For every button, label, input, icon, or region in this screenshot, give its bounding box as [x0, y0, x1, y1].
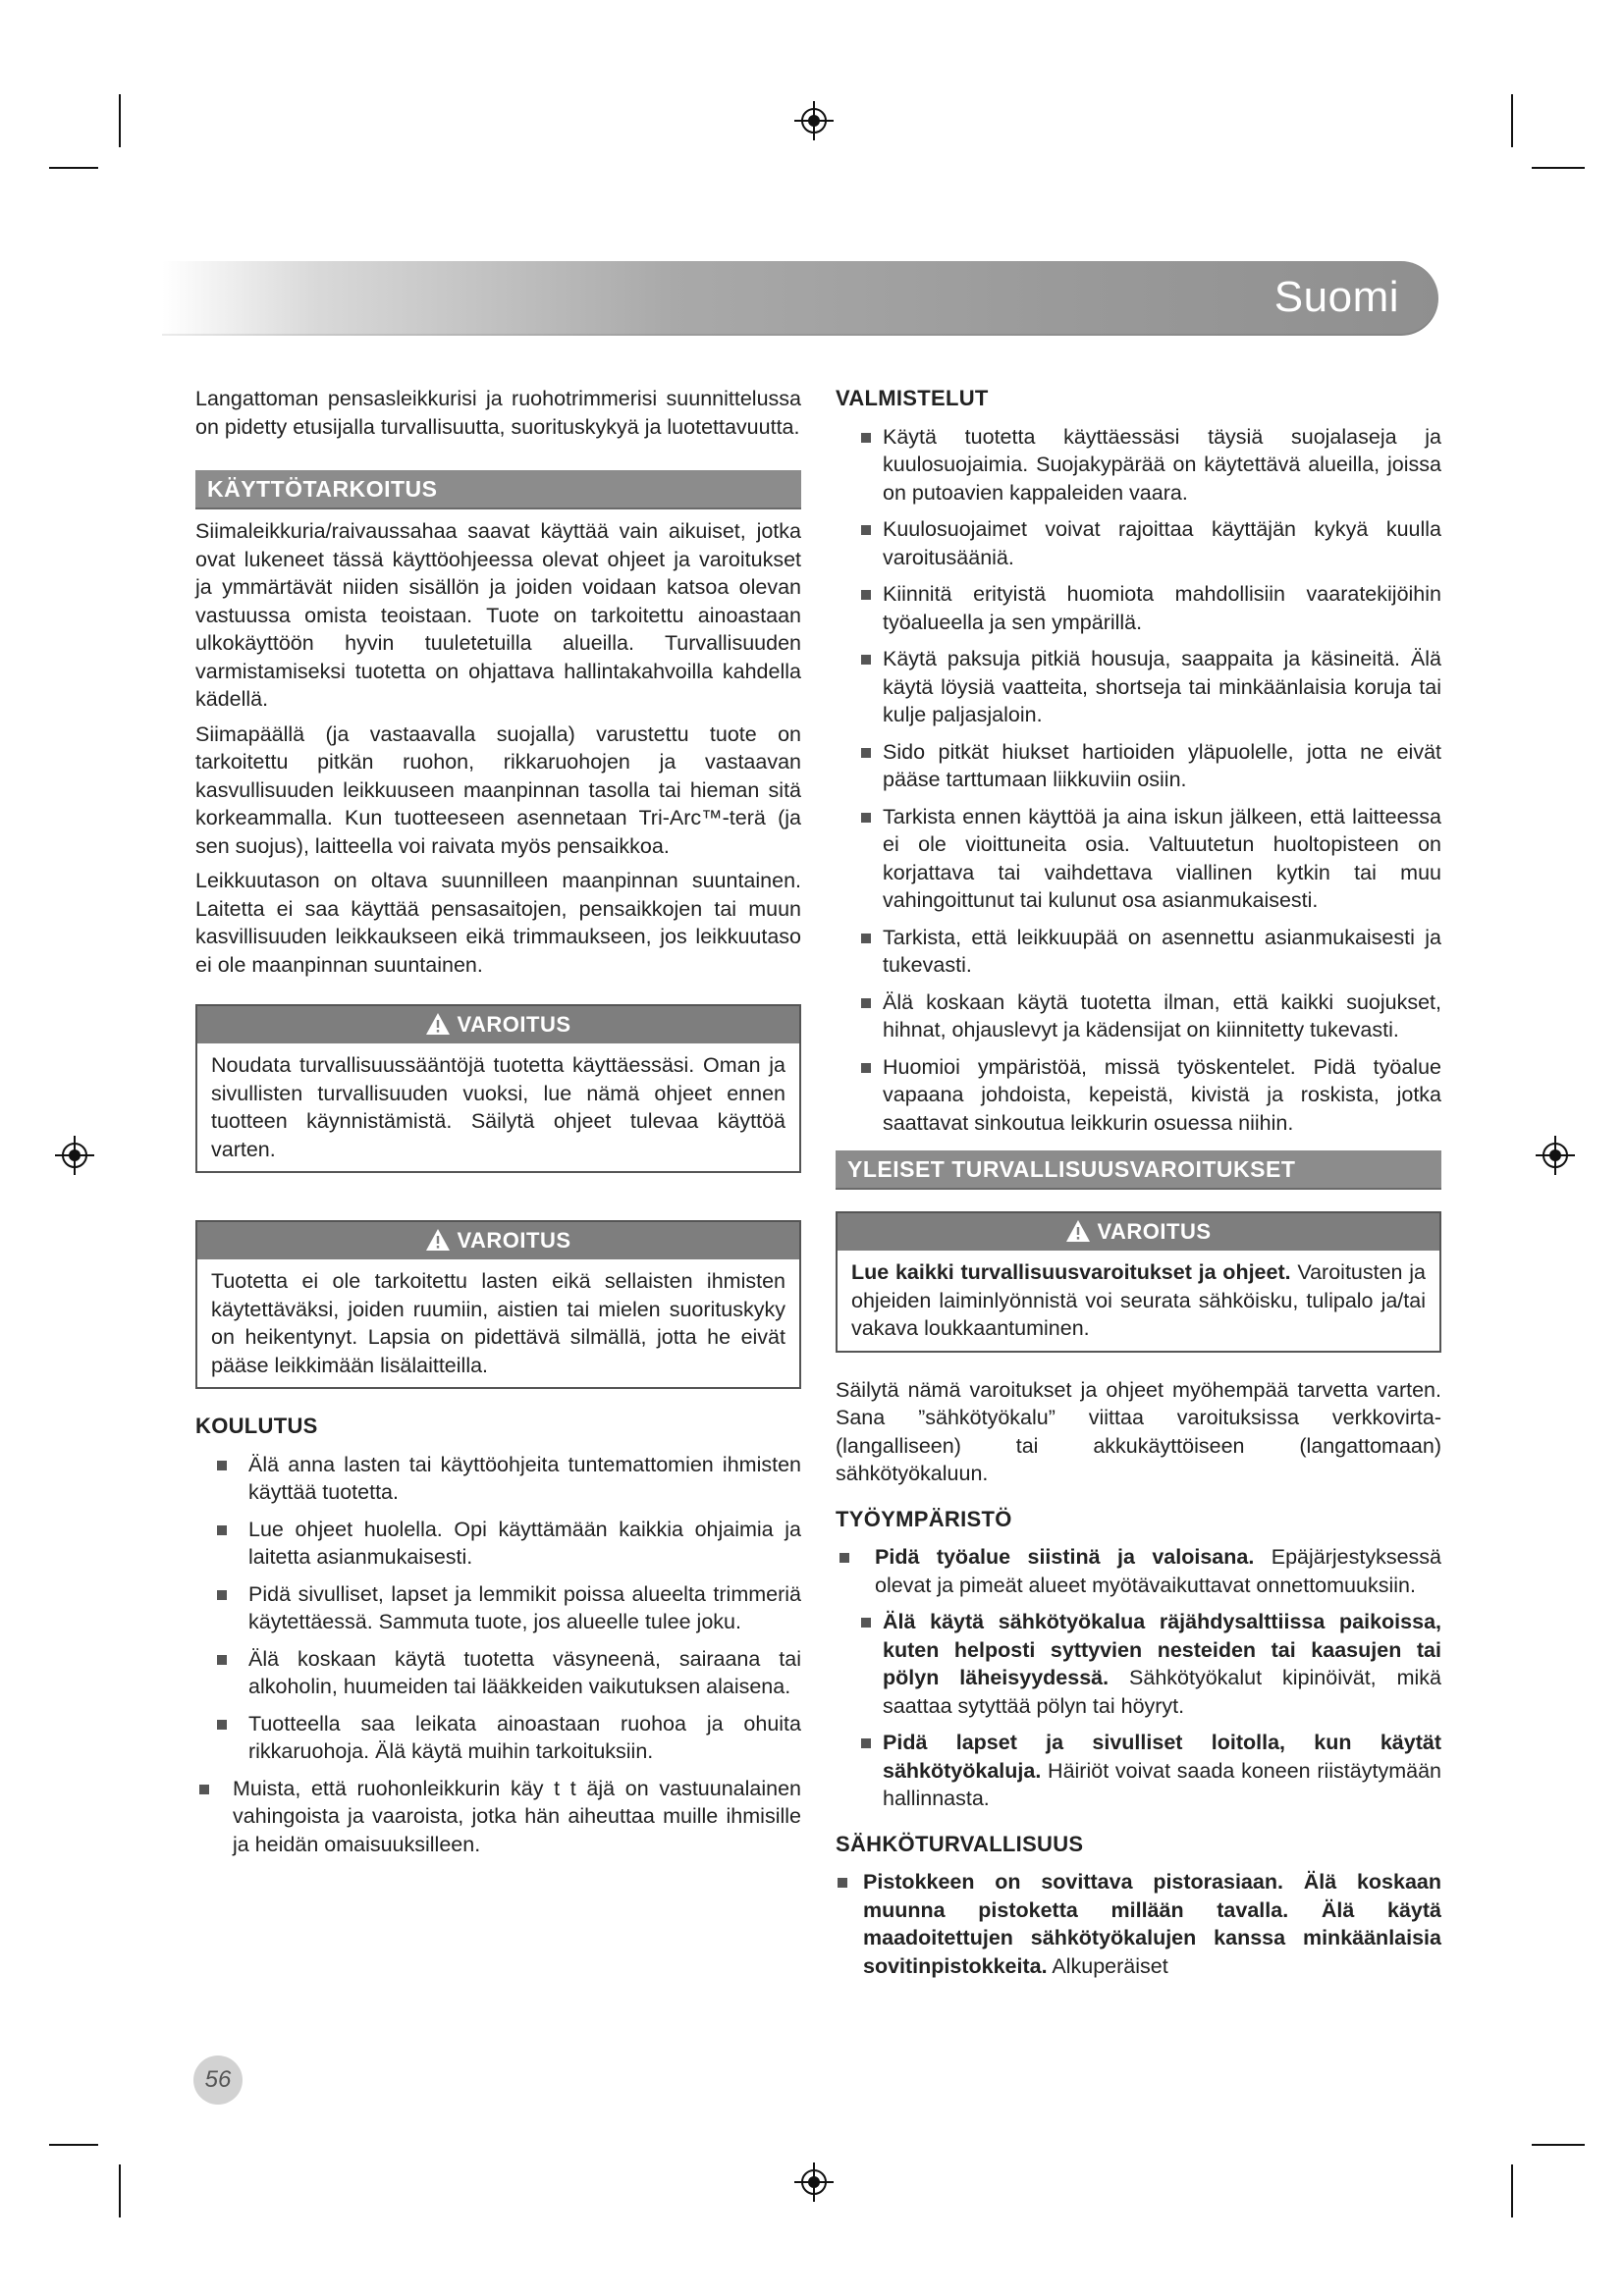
crop-mark — [49, 2144, 98, 2146]
section-title-preparation: VALMISTELUT — [836, 386, 989, 410]
bullet-icon — [217, 1590, 227, 1600]
warning-header — [838, 1213, 1439, 1251]
section-title-purpose: KÄYTTÖTARKOITUS — [195, 470, 801, 509]
bullet-icon — [861, 590, 871, 600]
registration-mark-icon — [1536, 1136, 1575, 1175]
training-list — [195, 1451, 801, 1859]
bullet-icon — [839, 1553, 849, 1563]
bullet-icon — [838, 1878, 847, 1888]
bullet-icon — [861, 813, 871, 823]
general-paragraph: Säilytä nämä varoitukset ja ohjeet myöhempää tarvetta varten. Sana ”sähkötyökalu” viittaa varoituksissa verkkovirta- (langalliseen) tai akkukäyttöiseen (langattomaan) sähkötyökaluun. — [836, 1377, 1441, 1485]
purpose-paragraph: Leikkuutason on oltava suunnilleen maanpinnan suuntainen. Laitetta ei saa käyttää pensasaitojen, pensaikkojen tai muun kasvillisuuden leikkaukseen eikä trimmaukseen, jos leikkuutaso ei ole maanpinnan suuntainen. — [195, 869, 801, 977]
left-column — [195, 385, 801, 1867]
list-item: Kiinnitä erityistä huomiota mahdollisiin vaaratekijöihin työalueella ja sen ympärillä. — [836, 580, 1441, 636]
bullet-icon — [861, 1738, 871, 1748]
list-item: Sido pitkät hiukset hartioiden yläpuolelle, jotta ne eivät pääse tarttumaan liikkuviin osiin. — [836, 738, 1441, 794]
list-item: Pistokkeen on sovittava pistorasiaan. Älä koskaan muunna pistoketta millään tavalla. Älä käytä maadoitettujen sähkötyökalujen kanssa minkäänlaisia sovitinpistokkeita. Alkuperäiset — [836, 1868, 1441, 1980]
warning-title: VAROITUS — [457, 1012, 571, 1037]
language-banner — [162, 261, 1438, 336]
crop-mark — [119, 2164, 121, 2217]
list-item: Tuotteella saa leikata ainoastaan ruohoa ja ohuita rikkaruohoja. Älä käytä muihin tarkoituksiin. — [195, 1710, 801, 1766]
warning-box — [836, 1211, 1441, 1353]
registration-mark-icon — [55, 1136, 94, 1175]
section-title-training: KOULUTUS — [195, 1414, 318, 1438]
warning-title: VAROITUS — [1097, 1219, 1212, 1244]
right-column — [836, 385, 1441, 1989]
bullet-icon — [217, 1461, 227, 1470]
warning-header — [197, 1006, 799, 1043]
list-item: Älä käytä sähkötyökalua räjähdysalttiissa paikoissa, kuten helposti syttyvien nesteiden tai kaasujen tai pölyn läheisyydessä. Sähkötyökalut kipinöivät, mikä saattaa sytyttää pölyn tai höyryt. — [836, 1608, 1441, 1720]
list-item: Lue ohjeet huolella. Opi käyttämään kaikkia ohjaimia ja laitetta asianmukaisesti. — [195, 1516, 801, 1572]
electrical-list — [836, 1868, 1441, 1980]
section-title-electrical: SÄHKÖTURVALLISUUS — [836, 1831, 1084, 1856]
bullet-icon — [861, 655, 871, 665]
crop-mark — [1511, 2164, 1513, 2217]
bullet-icon — [861, 998, 871, 1008]
crop-mark — [1532, 2144, 1585, 2146]
list-item: Kuulosuojaimet voivat rajoittaa käyttäjän kykyä kuulla varoitusääniä. — [836, 515, 1441, 571]
crop-mark — [49, 167, 98, 169]
crop-mark — [1511, 94, 1513, 147]
bullet-icon — [217, 1655, 227, 1665]
purpose-paragraph: Siimaleikkuria/raivaussahaa saavat käyttää vain aikuiset, jotka ovat lukeneet tässä käyttöohjeessa olevat ohjeet ja varoitukset ja ymmärtävät niiden sisällön ja joiden voidaan katsoa olevan vastuussa omista teoistaan. Tuote on tarkoitettu ainoastaan ulkokäyttöön hyvin tuuletetuilla alueilla. Turvallisuuden varmistamiseksi tuotetta on ohjattava hallintakahvoilla kahdella kädellä. — [195, 519, 801, 711]
warning-triangle-icon — [1065, 1219, 1091, 1243]
warning-title: VAROITUS — [457, 1228, 571, 1253]
bullet-icon — [217, 1525, 227, 1535]
list-item: Tarkista ennen käyttöä ja aina iskun jälkeen, että laitteessa ei ole vioittuneita osia. Valtuutetun huoltopisteen on korjattava tai vaihdettava viallinen kytkin tai muu vahingoittunut tai kulunut osa asianmukaisesti. — [836, 803, 1441, 915]
crop-mark — [119, 94, 121, 147]
language-title: Suomi — [1273, 273, 1399, 321]
bullet-icon — [861, 748, 871, 758]
bullet-icon — [861, 433, 871, 443]
list-item: Pidä lapset ja sivulliset loitolla, kun käytät sähkötyökaluja. Häiriöt voivat saada koneen riistäytymään hallinnasta. — [836, 1729, 1441, 1813]
warning-text: Lue kaikki turvallisuusvaroitukset ja ohjeet. Varoitusten ja ohjeiden laiminlyönnistä voi seurata sähköisku, tulipalo ja/tai vakava loukkaantuminen. — [851, 1260, 1426, 1340]
warning-triangle-icon — [425, 1228, 451, 1252]
warning-text: Noudata turvallisuussääntöjä tuotetta käyttäessäsi. Oman ja sivullisten turvallisuuden vuoksi, lue nämä ohjeet ennen tuotteen käynnistämistä. Säilytä ohjeet tulevaa käyttöä varten. — [211, 1053, 785, 1161]
purpose-paragraph: Siimapäällä (ja vastaavalla suojalla) varustettu tuote on tarkoitettu pitkän ruohon, rikkaruohojen ja vastaavan kasvullisuuden leikkuuseen maanpinnan tasolla tai hieman sitä korkeammalla. Kun tuotteeseen asennetaan Tri-Arc™-terä (ja sen suojus), laitteella voi raivata myös pensaikkoa. — [195, 721, 801, 858]
bullet-icon — [861, 1063, 871, 1073]
crop-mark — [1532, 167, 1585, 169]
list-item: Tarkista, että leikkuupää on asennettu asianmukaisesti ja tukevasti. — [836, 924, 1441, 980]
page-number: 56 — [193, 2056, 243, 2105]
warning-triangle-icon — [425, 1012, 451, 1036]
list-item: Muista, että ruohonleikkurin käy t t äjä on vastuunalainen vahingoista ja vaaroista, jotka hän aiheuttaa muille ihmisille ja heidän omaisuuksilleen. — [195, 1775, 801, 1859]
intro-paragraph: Langattoman pensasleikkurisi ja ruohotrimmerisi suunnittelussa on pidetty etusijalla turvallisuutta, suorituskykyä ja luotettavuutta. — [195, 387, 801, 439]
list-item: Älä koskaan käytä tuotetta ilman, että kaikki suojukset, hihnat, ohjauslevyt ja kädensijat on kiinnitetty tukevasti. — [836, 988, 1441, 1044]
list-item: Älä koskaan käytä tuotetta väsyneenä, sairaana tai alkoholin, huumeiden tai lääkkeiden vaikutuksen alaisena. — [195, 1645, 801, 1701]
list-item: Käytä tuotetta käyttäessäsi täysiä suojalaseja ja kuulosuojaimia. Suojakypärää on käytettävä alueilla, joissa on putoavien kappaleiden vaara. — [836, 423, 1441, 507]
registration-mark-icon — [794, 101, 834, 140]
registration-mark-icon — [794, 2163, 834, 2202]
section-title-workarea: TYÖYMPÄRISTÖ — [836, 1506, 1012, 1531]
list-item: Pidä sivulliset, lapset ja lemmikit poissa alueelta trimmeriä käytettäessä. Sammuta tuote, jos alueelle tulee joku. — [195, 1580, 801, 1636]
warning-header — [197, 1222, 799, 1259]
workarea-list — [836, 1543, 1441, 1813]
bullet-icon — [861, 525, 871, 535]
list-item: Käytä paksuja pitkiä housuja, saappaita ja käsineitä. Älä käytä löysiä vaatteita, shortseja tai minkäänlaisia koruja tai kulje paljasjaloin. — [836, 645, 1441, 729]
bullet-icon — [861, 1618, 871, 1628]
bullet-icon — [217, 1720, 227, 1730]
section-title-general: YLEISET TURVALLISUUSVAROITUKSET — [836, 1150, 1441, 1190]
list-item: Huomioi ympäristöä, missä työskentelet. Pidä työalue vapaana johdoista, kepeistä, kivistä ja roskista, jotka saattavat sinkoutua leikkurin osuessa niihin. — [836, 1053, 1441, 1138]
list-item: Pidä työalue siistinä ja valoisana. Epäjärjestyksessä olevat ja pimeät alueet myötävaikuttavat onnettomuuksiin. — [836, 1543, 1441, 1599]
preparation-list — [836, 423, 1441, 1138]
warning-box — [195, 1220, 801, 1389]
warning-box — [195, 1004, 801, 1173]
warning-text: Tuotetta ei ole tarkoitettu lasten eikä sellaisten ihmisten käytettäväksi, joiden ruumiin, aistien tai mielen suorituskyky on heikentynyt. Lapsia on pidettävä silmällä, jotta he eivät pääse leikkimään lisälaitteilla. — [211, 1269, 785, 1377]
list-item: Älä anna lasten tai käyttöohjeita tuntemattomien ihmisten käyttää tuotetta. — [195, 1451, 801, 1507]
bullet-icon — [199, 1785, 209, 1794]
bullet-icon — [861, 934, 871, 943]
